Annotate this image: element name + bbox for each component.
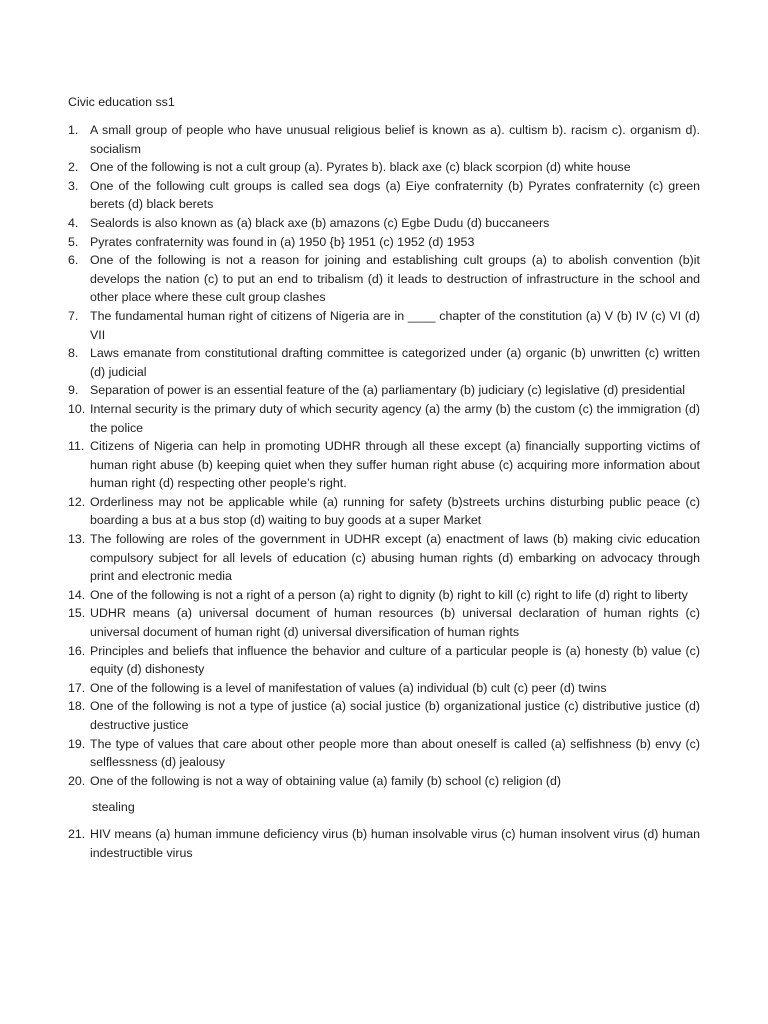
- question-text: One of the following is not a right of a person (a) right to dignity (b) right to kill (c) right to life (d) right to liberty: [90, 587, 688, 602]
- question-number: 12.: [68, 494, 86, 509]
- question-number: 20.: [68, 773, 86, 788]
- question-item: [68, 825, 700, 862]
- question-item: [68, 233, 700, 252]
- question-item: [68, 400, 700, 437]
- question-text: The fundamental human right of citizens of Nigeria are in ____ chapter of the constitution (a) V (b) IV (c) VI (d) VII: [90, 308, 700, 342]
- question-text: Laws emanate from constitutional drafting committee is categorized under (a) organic (b) unwritten (c) written (d) judicial: [90, 346, 700, 379]
- question-number: 15.: [68, 606, 86, 621]
- question-number: 14.: [68, 587, 86, 602]
- question-text: Pyrates confraternity was found in (a) 1950 {b} 1951 (c) 1952 (d) 1953: [90, 234, 475, 249]
- question-number: 19.: [68, 736, 86, 751]
- question-group: [68, 121, 700, 790]
- question-item: [68, 772, 700, 791]
- question-text: The following are roles of the government in UDHR except (a) enactment of laws (b) making civic education compulsory subject for all levels of education (c) abusing human rights (d) embarking on advocacy through print and electronic media: [90, 532, 700, 584]
- question-text: One of the following cult groups is called sea dogs (a) Eiye confraternity (b) Pyrates confraternity (c) green berets (d) black berets: [90, 178, 700, 212]
- question-number: 6.: [68, 253, 79, 268]
- question-list: [68, 121, 700, 862]
- question-text: One of the following is not a cult group (a). Pyrates b). black axe (c) black scorpion (d) white house: [90, 160, 631, 175]
- question-number: 5.: [68, 234, 79, 249]
- question-item: [68, 214, 700, 233]
- question-item: [68, 251, 700, 307]
- question-text: One of the following is not a reason for joining and establishing cult groups (a) to abolish convention (b)it develops the nation (c) to put an end to tribalism (d) it leads to destruction of infrastructure in the school and other place where these cult group clashes: [90, 253, 700, 305]
- question-number: 10.: [68, 401, 86, 416]
- question-text: One of the following is not a way of obtaining value (a) family (b) school (c) religion (d): [90, 773, 562, 788]
- question-text: Sealords is also known as (a) black axe (b) amazons (c) Egbe Dudu (d) buccaneers: [90, 215, 550, 230]
- question-number: 4.: [68, 215, 79, 230]
- question-item: [68, 679, 700, 698]
- question-item: [68, 530, 700, 586]
- question-item: [68, 177, 700, 214]
- question-text: A small group of people who have unusual religious belief is known as a). cultism b). racism c). organism d). socialism: [90, 123, 700, 156]
- question-item: [68, 735, 700, 772]
- question-item: [68, 604, 700, 641]
- question-text: One of the following is a level of manifestation of values (a) individual (b) cult (c) peer (d) twins: [90, 680, 607, 695]
- question-text: Orderliness may not be applicable while (a) running for safety (b)streets urchins disturbing public peace (c) boarding a bus at a bus stop (d) waiting to buy goods at a super Market: [90, 494, 700, 528]
- question-number: 8.: [68, 346, 79, 361]
- question-text: UDHR means (a) universal document of human resources (b) universal declaration of human rights (c) universal document of human right (d) universal diversification of human rights: [90, 606, 700, 640]
- question-number: 13.: [68, 532, 86, 547]
- question-number: 18.: [68, 699, 86, 714]
- question-item: [68, 437, 700, 493]
- question-group-after: [68, 825, 700, 862]
- question-item: [68, 307, 700, 344]
- question-item: [68, 158, 700, 177]
- question-item: [68, 344, 700, 381]
- question-number: 1.: [68, 123, 79, 137]
- question-text: Internal security is the primary duty of which security agency (a) the army (b) the custom (c) the immigration (d) the police: [90, 401, 700, 435]
- question-item: [68, 642, 700, 679]
- question-text: One of the following is not a type of justice (a) social justice (b) organizational justice (c) distributive justice (d) destructive justice: [90, 699, 700, 732]
- document-title: Civic education ss1: [68, 95, 175, 109]
- question-item: [68, 493, 700, 530]
- question-text: Principles and beliefs that influence the behavior and culture of a particular people is (a) honesty (b) value (c) equity (d) dishonesty: [90, 643, 700, 677]
- question-number: 11.: [68, 439, 85, 454]
- question-text: The type of values that care about other people more than about oneself is called (a) selfishness (b) envy (c) selflessness (d) jealousy: [90, 736, 700, 770]
- question-20-continuation: stealing: [92, 800, 135, 815]
- question-text: Citizens of Nigeria can help in promoting UDHR through all these except (a) financially supporting victims of human right abuse (b) keeping quiet when they suffer human right abuse (c) acquiring more information about human right (d) respecting other people’s right.: [90, 439, 700, 491]
- question-item: [68, 381, 700, 400]
- question-number: 7.: [68, 308, 79, 323]
- question-number: 17.: [68, 680, 86, 695]
- question-item: [68, 586, 700, 605]
- question-text: Separation of power is an essential feature of the (a) parliamentary (b) judiciary (c) legislative (d) presidential: [90, 383, 686, 398]
- question-item: [68, 121, 700, 158]
- question-item: [68, 697, 700, 734]
- question-number: 16.: [68, 643, 86, 658]
- question-number: 3.: [68, 178, 79, 193]
- question-number: 9.: [68, 383, 79, 398]
- question-text: HIV means (a) human immune deficiency virus (b) human insolvable virus (c) human insolvent virus (d) human indestructible virus: [90, 826, 700, 860]
- question-number: 2.: [68, 160, 79, 175]
- question-number: 21.: [68, 826, 86, 841]
